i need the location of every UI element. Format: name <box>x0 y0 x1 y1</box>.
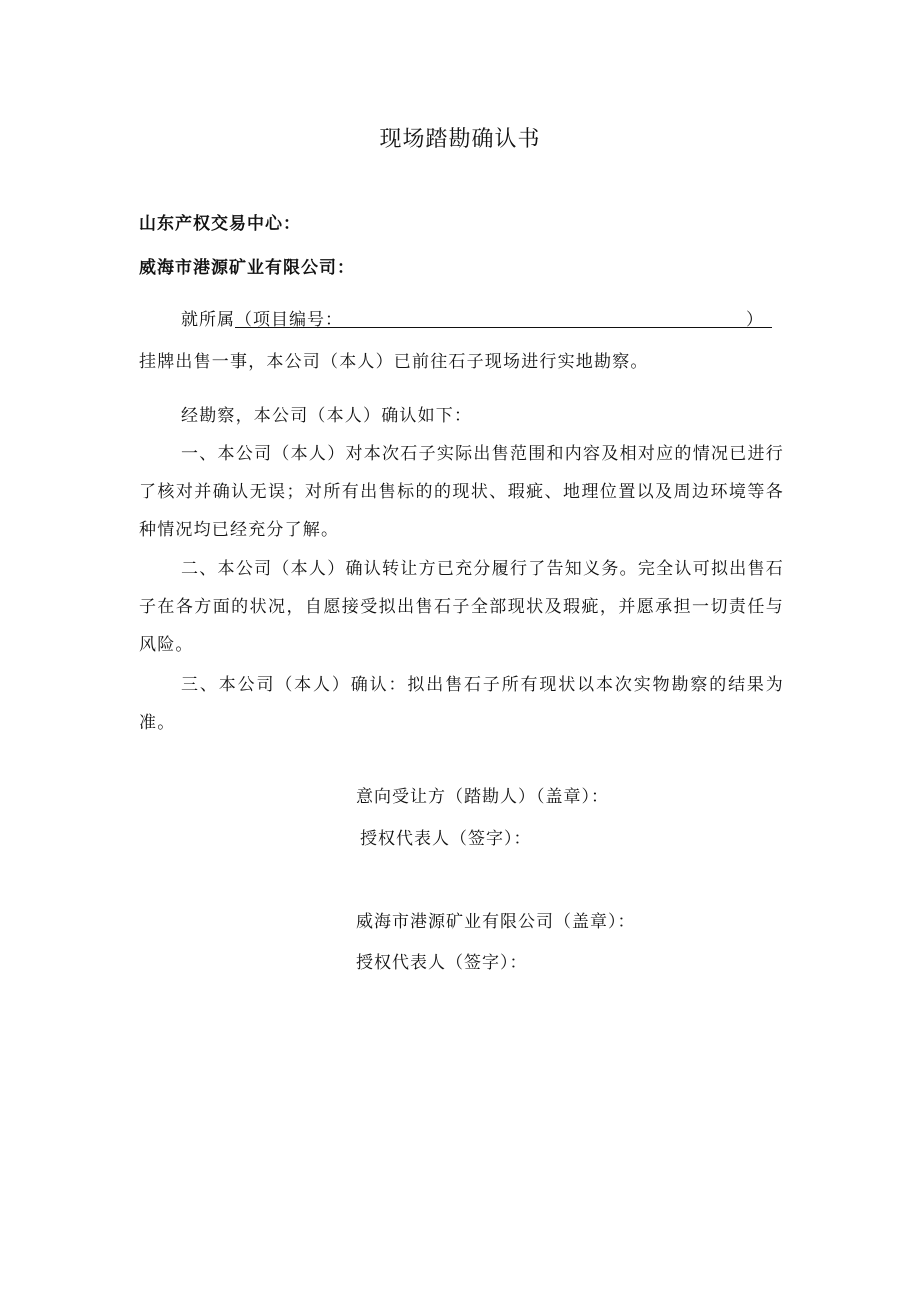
addressee-exchange-center: 山东产权交易中心： <box>139 214 301 234</box>
project-number-close: ） <box>746 310 764 330</box>
addressee-company: 威海市港源矿业有限公司： <box>139 258 355 278</box>
transferee-representative-line: 授权代表人（签字）： <box>360 829 532 849</box>
company-seal-line: 威海市港源矿业有限公司（盖章）： <box>356 912 636 932</box>
company-representative-line: 授权代表人（签字）： <box>356 953 528 973</box>
project-number-line <box>181 305 781 330</box>
confirmation-item-1: 一、本公司（本人）对本次石子实际出售范围和内容及相对应的情况已进行了核对并确认无误；对所有出售标的的现状、瑕疵、地理位置以及周边环境等各种情况均已经充分了解。 <box>139 444 784 540</box>
project-number-blank <box>235 305 772 328</box>
project-number-label: （项目编号： <box>235 310 343 330</box>
listing-paragraph: 挂牌出售一事，本公司（本人）已前往石子现场进行实地勘察。 <box>139 352 649 372</box>
confirm-intro-paragraph: 经勘察，本公司（本人）确认如下： <box>181 406 473 426</box>
confirmation-item-2: 二、本公司（本人）确认转让方已充分履行了告知义务。完全认可拟出售石子在各方面的状况，自愿接受拟出售石子全部现状及瑕疵，并愿承担一切责任与风险。 <box>139 559 784 655</box>
confirmation-item-3: 三、本公司（本人）确认：拟出售石子所有现状以本次实物勘察的结果为准。 <box>139 675 784 733</box>
document-title: 现场踏勘确认书 <box>379 127 541 152</box>
transferee-seal-line: 意向受让方（踏勘人）（盖章）： <box>356 787 609 807</box>
project-prefix: 就所属 <box>181 310 235 330</box>
